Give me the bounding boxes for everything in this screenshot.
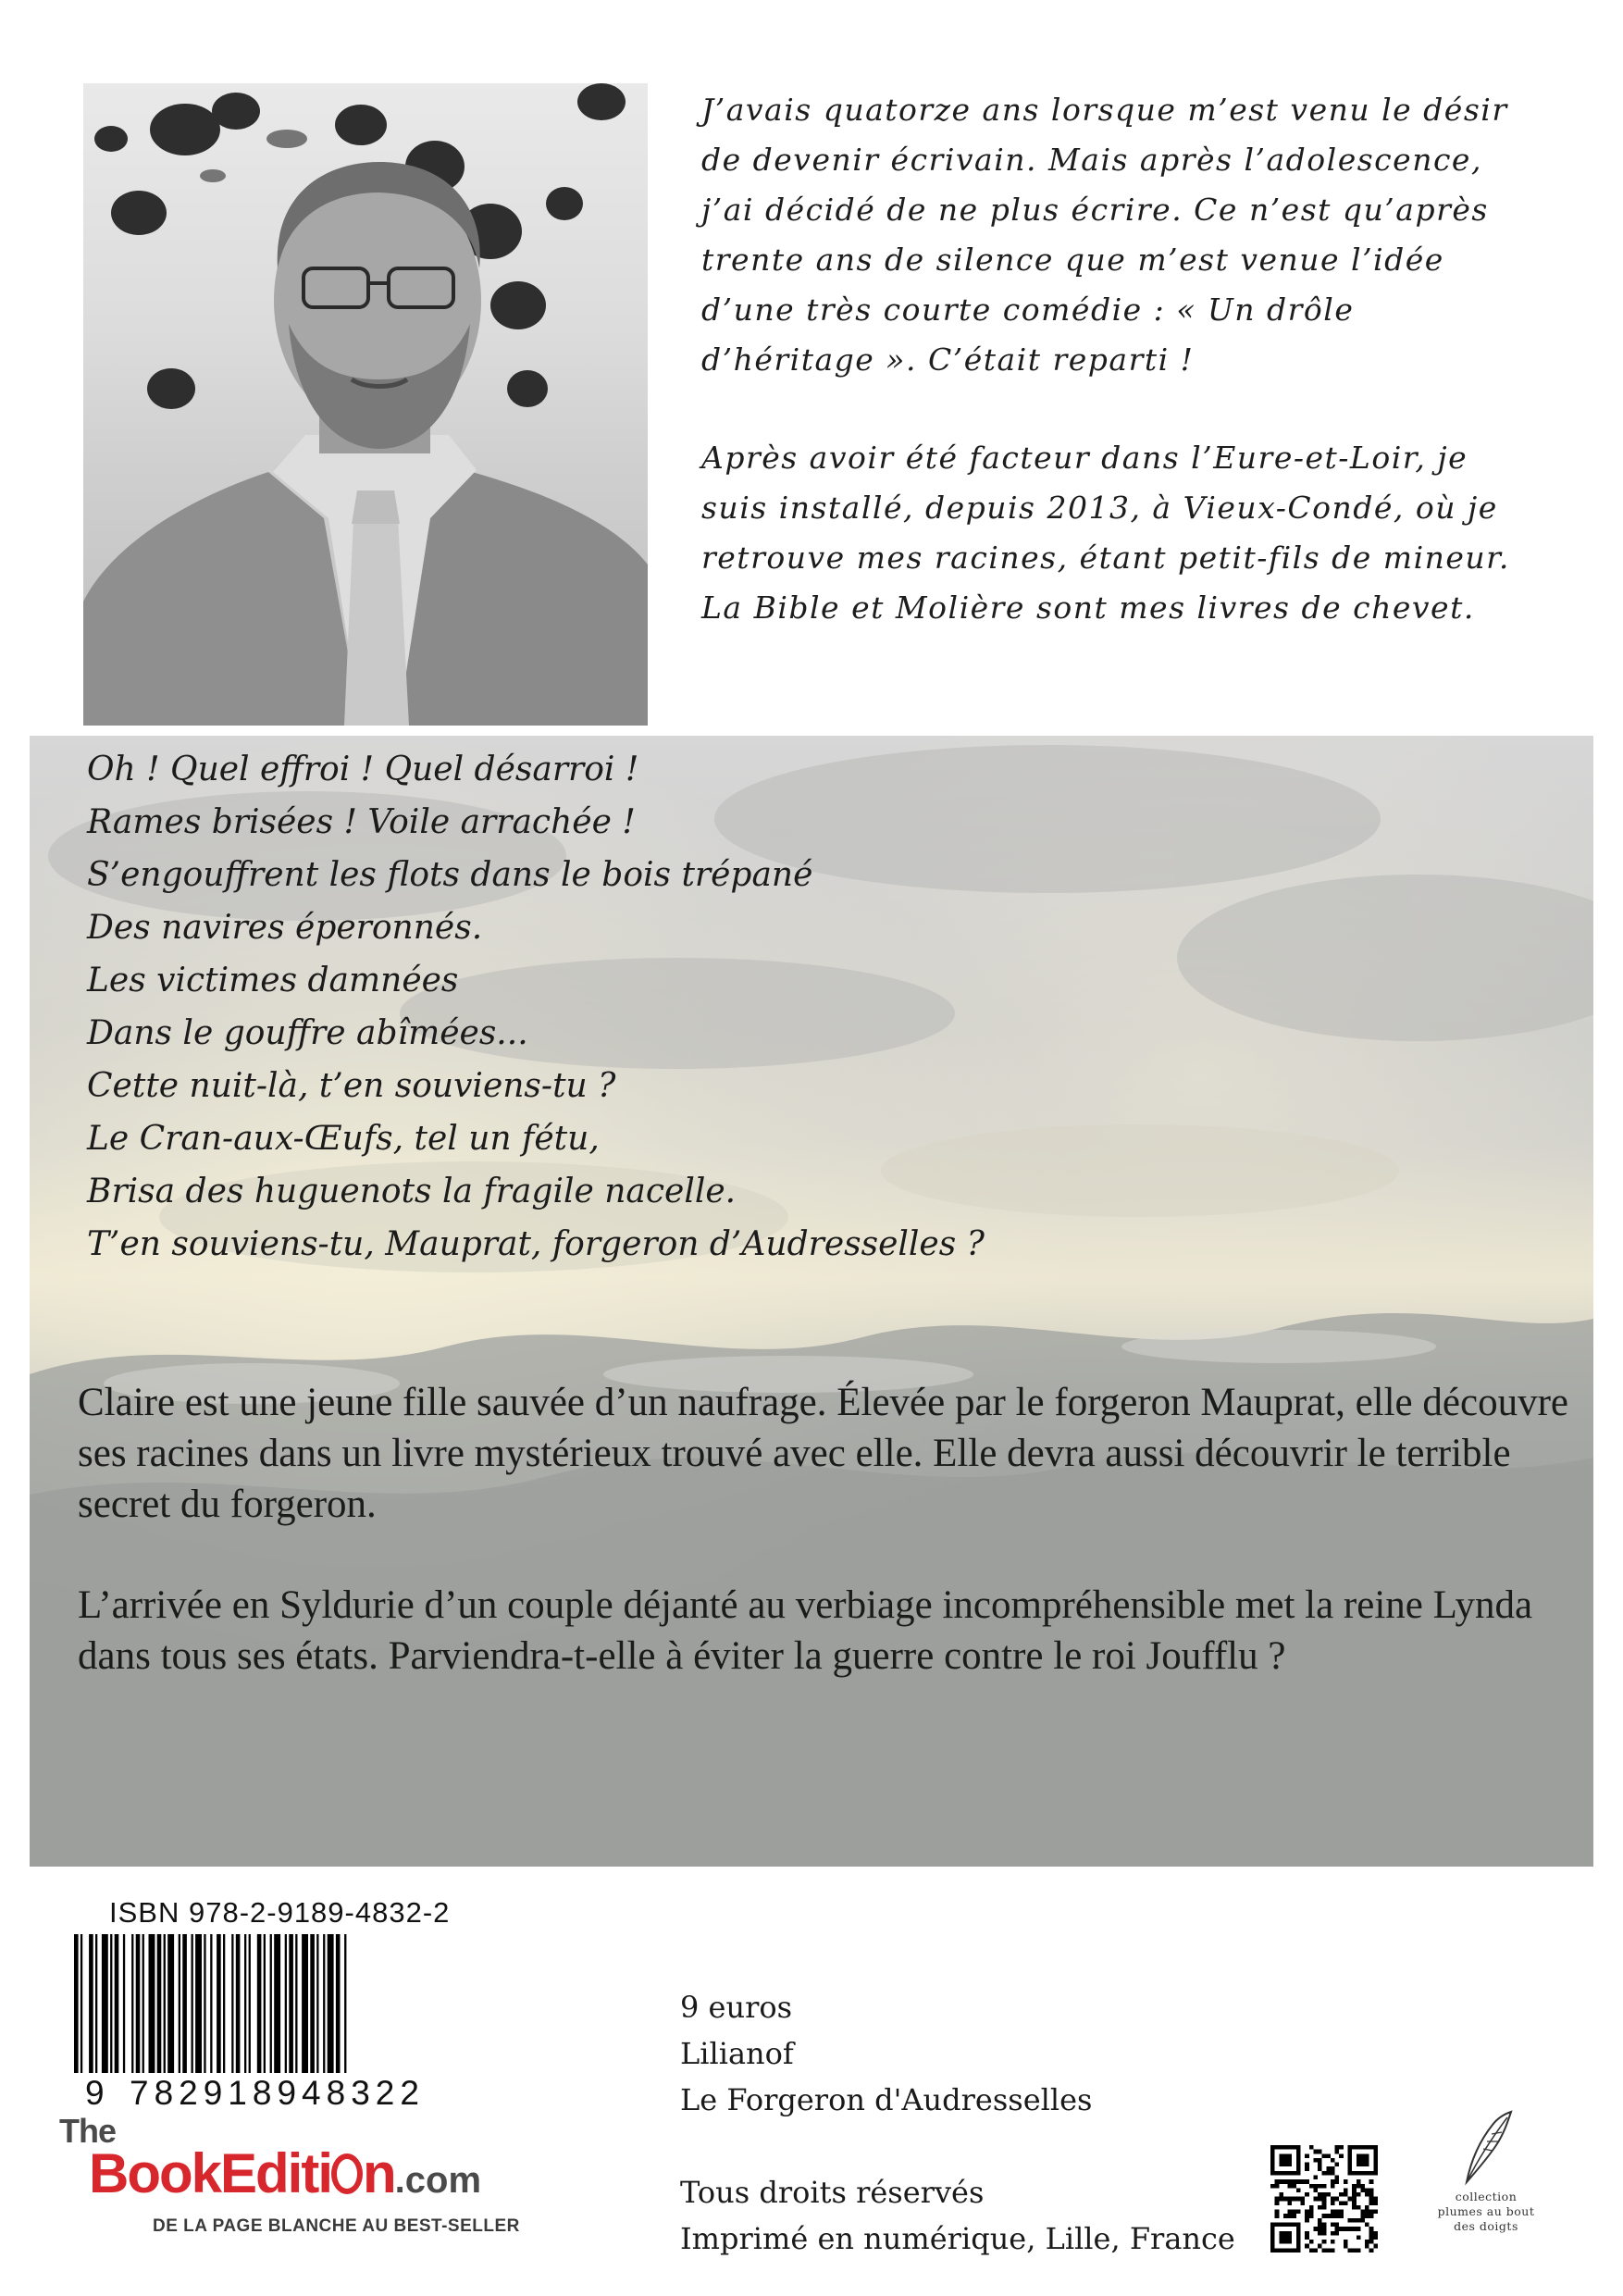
- poem: [87, 743, 1567, 1271]
- bio-paragraph: J’avais quatorze ans lorsque m’est venu le désir de devenir écrivain. Mais après l’adolescence, j’ai décidé de ne plus écrire. Ce n’est qu’après trente ans de silence que m’est venue l’idée d’une très courte comédie : « Un drôle d’héritage ». C’était reparti !: [701, 92, 1508, 378]
- bio-paragraph: Après avoir été facteur dans l’Eure-et-Loir, je suis installé, depuis 2013, à Vieux-Condé, où je retrouve mes racines, étant petit-fils de mineur. La Bible et Molière sont mes livres de chevet.: [701, 440, 1510, 626]
- poem-line: S’engouffrent les flots dans le bois trépané: [87, 856, 813, 894]
- barcode-digits: 782918948322: [130, 2074, 425, 2112]
- poem-line: T’en souviens-tu, Mauprat, forgeron d’Audresselles ?: [87, 1225, 985, 1263]
- collection-label: collection plumes au bout des doigts: [1437, 2190, 1535, 2233]
- rights-notice: Tous droits réservés: [680, 2175, 985, 2210]
- book-title: Le Forgeron d'Audresselles: [680, 2082, 1093, 2117]
- publisher-logo: [89, 2141, 481, 2205]
- book-price: 9 euros: [680, 1990, 793, 2025]
- author-photo: [83, 83, 648, 726]
- publisher-tagline: DE LA PAGE BLANCHE AU BEST-SELLER: [153, 2216, 520, 2236]
- isbn-label: ISBN 978-2-9189-4832-2: [109, 1896, 451, 1929]
- summary-paragraph: Claire est une jeune fille sauvée d’un naufrage. Élevée par le forgeron Mauprat, elle découvre ses racines dans un livre mystérieux trouvé avec elle. Elle devra aussi découvrir le terrible secret du forgeron.: [78, 1381, 1568, 1526]
- feather-icon: [1450, 2108, 1522, 2186]
- poem-line: Brisa des huguenots la fragile nacelle.: [87, 1173, 737, 1210]
- book-info: [680, 1984, 1235, 2262]
- publisher-logo-pen-icon: [331, 2153, 363, 2194]
- barcode-first-digit: 9: [85, 2074, 105, 2112]
- publisher-logo-name: BookEditi: [89, 2142, 331, 2204]
- poem-line: Rames brisées ! Voile arrachée !: [87, 803, 636, 841]
- qr-code: [1270, 2145, 1378, 2253]
- publisher-logo-name-end: n: [363, 2142, 395, 2204]
- summary-paragraph: L’arrivée en Syldurie d’un couple déjanté au verbiage incompréhensible met la reine Lynda dans tous ses états. Parviendra-t-elle à éviter la guerre contre le roi Joufflu ?: [78, 1583, 1533, 1678]
- poem-line: Oh ! Quel effroi ! Quel désarroi !: [87, 751, 639, 788]
- publisher-logo-the: The: [59, 2112, 117, 2150]
- publisher-logo-dotcom: .com: [394, 2160, 482, 2201]
- print-notice: Imprimé en numérique, Lille, France: [680, 2221, 1235, 2256]
- poem-line: Les victimes damnées: [87, 962, 459, 999]
- author-portrait-illustration: [83, 83, 648, 726]
- author-bio: [701, 85, 1525, 681]
- book-summary: [78, 1377, 1577, 1731]
- book-author: Lilianof: [680, 2036, 794, 2071]
- isbn-barcode: [72, 1934, 459, 2073]
- storm-background-panel: [30, 736, 1593, 1867]
- poem-line: Cette nuit-là, t’en souviens-tu ?: [87, 1067, 616, 1105]
- poem-line: Le Cran-aux-Œufs, tel un fétu,: [87, 1120, 600, 1158]
- poem-line: Des navires éperonnés.: [87, 909, 483, 947]
- poem-line: Dans le gouffre abîmées...: [87, 1014, 528, 1052]
